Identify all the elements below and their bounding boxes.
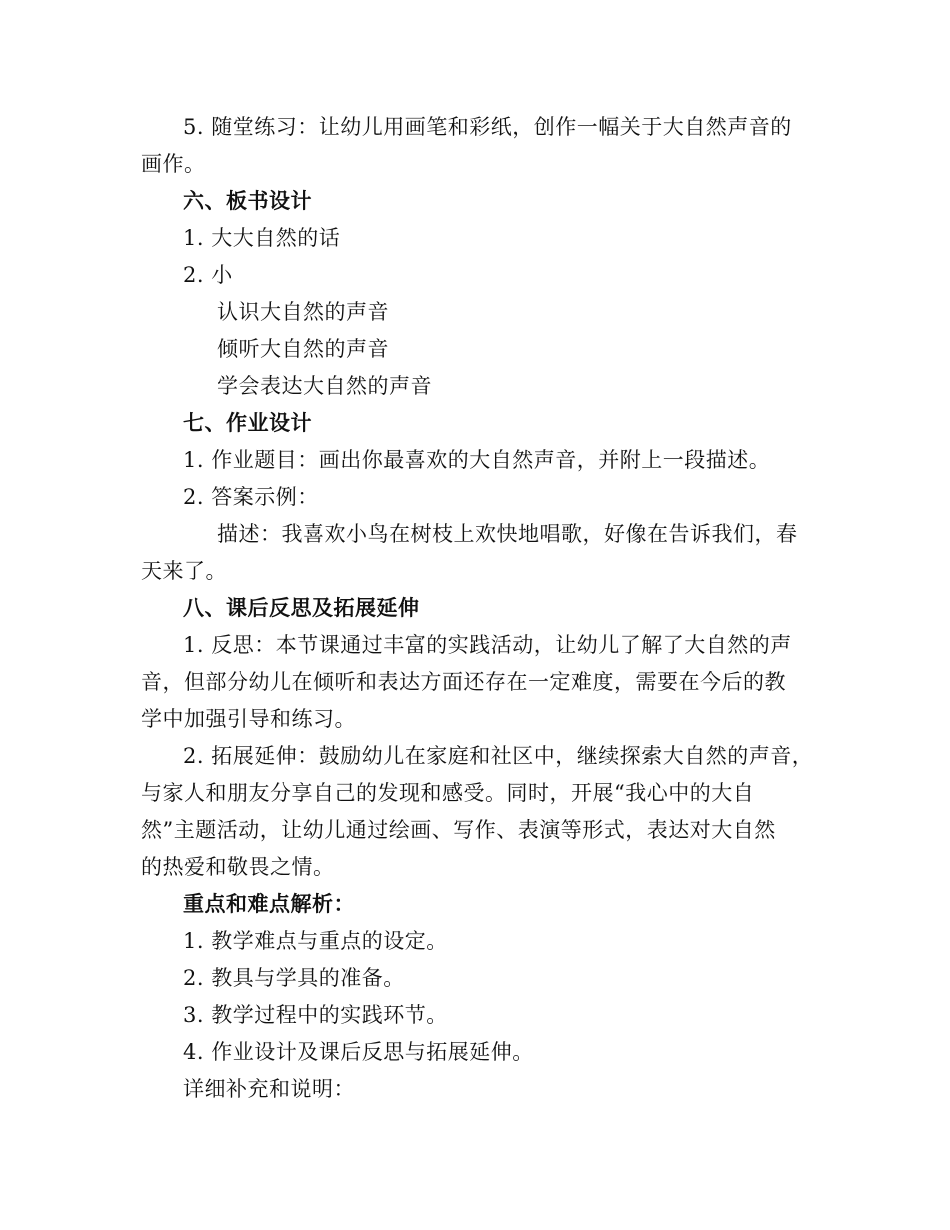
list-item: 2. 教具与学具的准备。	[183, 966, 405, 990]
list-item: 1. 教学难点与重点的设定。	[183, 929, 448, 953]
list-item: 2. 小	[183, 263, 233, 287]
paragraph-line: 1. 反思：本节课通过丰富的实践活动，让幼儿了解了大自然的声	[183, 633, 792, 657]
section-heading-blackboard: 六、板书设计	[183, 188, 312, 213]
sub-item: 认识大自然的声音	[217, 300, 389, 324]
paragraph-line: 音，但部分幼儿在倾听和表达方面还存在一定难度，需要在今后的教	[141, 670, 786, 694]
sub-item: 学会表达大自然的声音	[217, 374, 432, 398]
paragraph-line-practice-cont: 画作。	[141, 152, 206, 176]
list-item: 1. 大大自然的话	[183, 226, 341, 250]
paragraph-line: 学中加强引导和练习。	[141, 707, 356, 731]
list-item: 1. 作业题目：画出你最喜欢的大自然声音，并附上一段描述。	[183, 448, 771, 472]
paragraph-line: 与家人和朋友分享自己的发现和感受。同时，开展“我心中的大自	[141, 781, 755, 805]
paragraph-line: 2. 拓展延伸：鼓励幼儿在家庭和社区中，继续探索大自然的声音，	[183, 744, 814, 768]
list-item: 3. 教学过程中的实践环节。	[183, 1003, 448, 1027]
section-heading-homework: 七、作业设计	[183, 410, 312, 435]
section-heading-reflection: 八、课后反思及拓展延伸	[183, 595, 420, 620]
sub-item: 倾听大自然的声音	[217, 337, 389, 361]
paragraph-line: 详细补充和说明：	[183, 1077, 355, 1101]
paragraph-line: 描述：我喜欢小鸟在树枝上欢快地唱歌，好像在告诉我们，春	[217, 522, 798, 546]
list-item: 2. 答案示例：	[183, 485, 319, 509]
paragraph-line: 的热爱和敬畏之情。	[141, 855, 335, 879]
list-item: 4. 作业设计及课后反思与拓展延伸。	[183, 1040, 534, 1064]
paragraph-line: 天来了。	[141, 559, 227, 583]
paragraph-line-practice: 5. 随堂练习：让幼儿用画笔和彩纸，创作一幅关于大自然声音的	[183, 115, 792, 139]
paragraph-line: 然”主题活动，让幼儿通过绘画、写作、表演等形式，表达对大自然	[141, 818, 776, 842]
section-heading-key-points: 重点和难点解析：	[183, 891, 355, 916]
